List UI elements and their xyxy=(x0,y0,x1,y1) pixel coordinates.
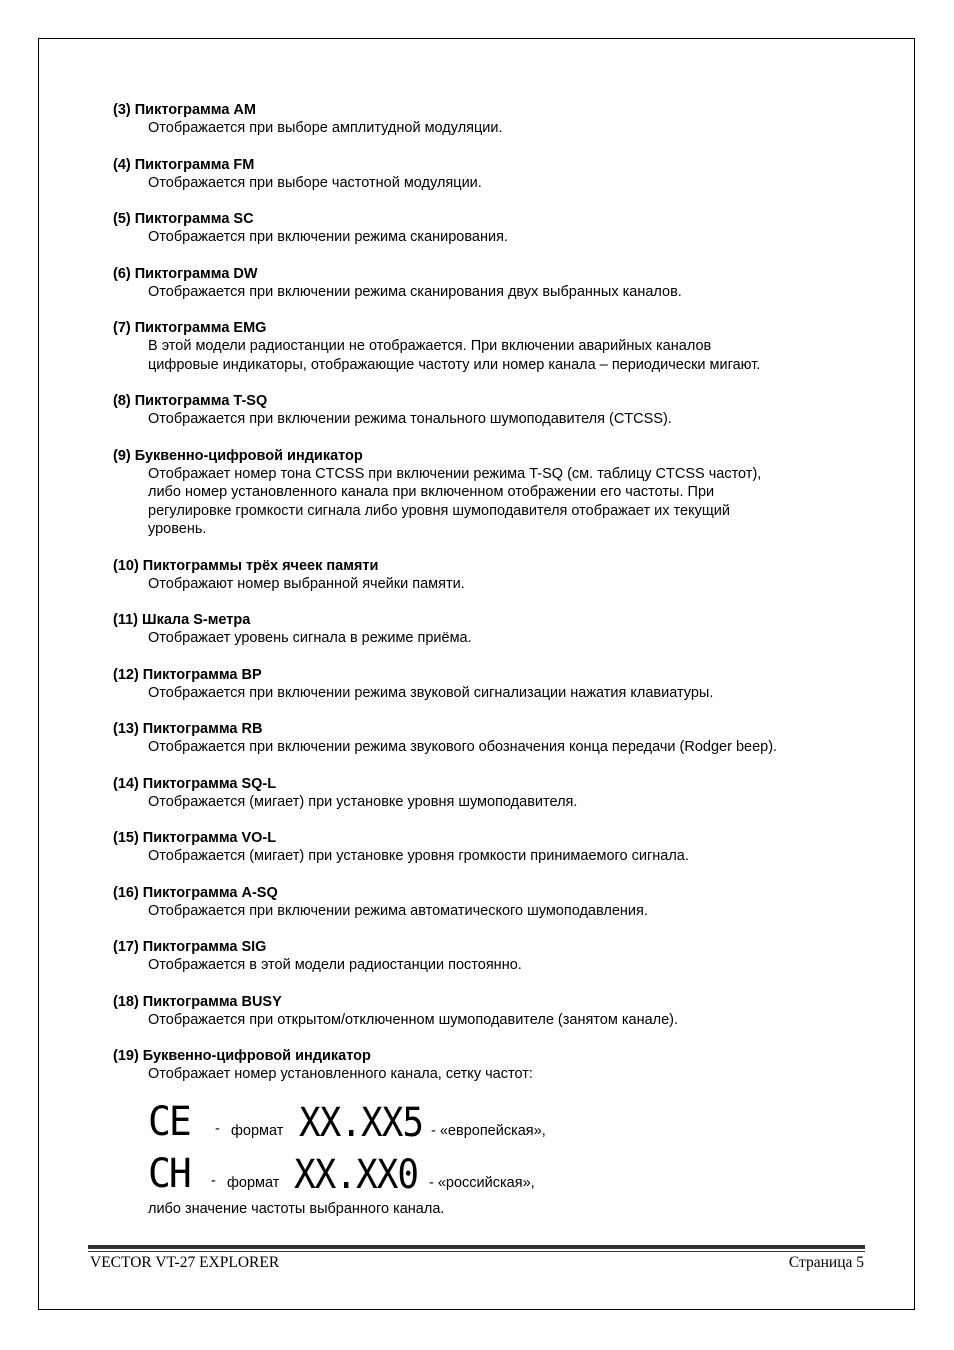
list-item xyxy=(113,720,873,757)
page-number: Страница 5 xyxy=(788,1254,864,1271)
format-note: - «европейская», xyxy=(431,1122,546,1139)
item-heading xyxy=(113,611,873,629)
item-heading xyxy=(113,101,873,119)
format-word: формат xyxy=(227,1174,280,1191)
item-description-line: регулировке громкости сигнала либо уровня шумоподавителя отображает их текущий xyxy=(148,502,730,519)
list-item xyxy=(113,1047,873,1084)
item-description-line: Отображают номер выбранной ячейки памяти. xyxy=(148,575,465,592)
item-heading xyxy=(113,829,873,847)
item-number: (7) xyxy=(113,320,131,336)
item-number: (19) xyxy=(113,1048,139,1064)
item-number: (10) xyxy=(113,557,139,574)
format-row-ch xyxy=(113,1149,873,1204)
item-heading xyxy=(113,210,873,228)
item-number: (12) xyxy=(113,666,139,683)
item-number: (14) xyxy=(113,775,139,792)
list-item xyxy=(113,884,873,921)
item-heading xyxy=(113,392,873,410)
item-heading xyxy=(113,447,873,465)
item-label: Пиктограмма BP xyxy=(142,666,262,683)
item-number: (8) xyxy=(113,393,131,409)
item-label: Пиктограмма A-SQ xyxy=(142,884,278,901)
item-heading xyxy=(113,666,873,684)
format-dash: - xyxy=(215,1120,220,1137)
format-code: CH xyxy=(148,1149,190,1196)
item-label: Пиктограмма FM xyxy=(134,156,255,173)
list-item xyxy=(113,557,873,594)
item-number: (4) xyxy=(113,156,131,173)
list-item xyxy=(113,156,873,193)
item-label: Пиктограмма VO-L xyxy=(142,830,277,846)
footer-rule-thin xyxy=(88,1251,865,1252)
item-number: (3) xyxy=(113,102,131,118)
item-number: (17) xyxy=(113,939,139,955)
item-number: (11) xyxy=(113,612,138,628)
item-description-line: Отображается при открытом/отключенном шумоподавителе (занятом канале). xyxy=(148,1011,679,1028)
item-description-line: уровень. xyxy=(148,521,207,537)
item-label: Пиктограмма T-SQ xyxy=(134,393,268,409)
item-label: Пиктограмма RB xyxy=(142,721,263,737)
item-heading xyxy=(113,884,873,902)
item-description-line: цифровые индикаторы, отображающие частоту или номер канала – периодически мигают. xyxy=(148,356,761,373)
list-item xyxy=(113,993,873,1030)
item-number: (13) xyxy=(113,721,139,737)
item-label: Пиктограмма BUSY xyxy=(142,993,282,1010)
tail-text: либо значение частоты выбранного канала. xyxy=(148,1200,445,1217)
item-heading xyxy=(113,993,873,1011)
document-body xyxy=(113,101,873,1218)
item-number: (6) xyxy=(113,265,131,282)
format-row-ce xyxy=(113,1097,873,1152)
list-item xyxy=(113,319,873,374)
item-label: Пиктограмма SIG xyxy=(142,939,267,955)
item-heading xyxy=(113,319,873,337)
list-item xyxy=(113,666,873,703)
item-heading xyxy=(113,720,873,738)
item-description-line: Отображается при включении режима сканирования. xyxy=(148,229,508,245)
item-heading xyxy=(113,938,873,956)
item-label: Пиктограмма DW xyxy=(134,265,258,282)
item-description-line: Отображается в этой модели радиостанции постоянно. xyxy=(148,957,522,973)
list-item xyxy=(113,265,873,302)
item-label: Пиктограмма SC xyxy=(134,211,254,227)
item-description-line: Отображается при включении режима звукового обозначения конца передачи (Rodger beep). xyxy=(148,739,778,755)
item-number: (16) xyxy=(113,884,139,901)
item-number: (18) xyxy=(113,993,139,1010)
item-description-line: Отображается при выборе частотной модуляции. xyxy=(148,174,482,191)
item-description-line: Отображает номер установленного канала, сетку частот: xyxy=(148,1066,533,1082)
item-number: (9) xyxy=(113,447,131,464)
footer-title: VECTOR VT-27 EXPLORER xyxy=(90,1254,280,1271)
list-item xyxy=(113,210,873,247)
item-description-line: либо номер установленного канала при включенном отображении его частоты. При xyxy=(148,484,715,500)
item-number: (15) xyxy=(113,830,139,846)
item-label: Пиктограмма AM xyxy=(134,102,256,118)
item-heading xyxy=(113,156,873,174)
format-dash: - xyxy=(211,1172,216,1189)
item-heading xyxy=(113,265,873,283)
item-list xyxy=(113,101,873,1084)
item-description-line: Отображается при включении режима тонального шумоподавителя (CTCSS). xyxy=(148,411,672,427)
list-item xyxy=(113,392,873,429)
list-item xyxy=(113,775,873,812)
item-description-line: Отображает номер тона CTCSS при включении режима T-SQ (см. таблицу CTCSS частот), xyxy=(148,465,762,482)
item-label: Пиктограмма SQ-L xyxy=(142,775,277,792)
list-item xyxy=(113,447,873,539)
item-heading xyxy=(113,775,873,793)
item-label: Пиктограммы трёх ячеек памяти xyxy=(142,557,379,574)
item-number: (5) xyxy=(113,211,131,227)
item-description-line: Отображается при выборе амплитудной модуляции. xyxy=(148,120,503,136)
item-description-line: Отображается при включении режима звуковой сигнализации нажатия клавиатуры. xyxy=(148,684,714,701)
footer-rule xyxy=(88,1245,865,1249)
item-label: Шкала S-метра xyxy=(142,612,251,628)
format-word: формат xyxy=(231,1122,284,1139)
item-description-line: Отображает уровень сигнала в режиме приёма. xyxy=(148,630,472,646)
item-description-line: Отображается при включении режима сканирования двух выбранных каналов. xyxy=(148,283,682,300)
item-description-line: Отображается при включении режима автоматического шумоподавления. xyxy=(148,902,648,919)
list-item xyxy=(113,101,873,138)
list-item xyxy=(113,829,873,866)
list-item xyxy=(113,938,873,975)
format-code: CE xyxy=(148,1097,190,1144)
item-description-line: Отображается (мигает) при установке уровня громкости принимаемого сигнала. xyxy=(148,848,689,864)
format-note: - «российская», xyxy=(429,1174,535,1191)
item-label: Буквенно-цифровой индикатор xyxy=(142,1048,371,1064)
item-description-line: В этой модели радиостанции не отображается. При включении аварийных каналов xyxy=(148,338,712,354)
item-label: Пиктограмма EMG xyxy=(134,320,267,336)
item-description-line: Отображается (мигает) при установке уровня шумоподавителя. xyxy=(148,793,578,810)
item-label: Буквенно-цифровой индикатор xyxy=(134,447,363,464)
item-heading xyxy=(113,557,873,575)
item-heading xyxy=(113,1047,873,1065)
format-display: XX.XX5 xyxy=(299,1099,424,1146)
format-display: XX.XX0 xyxy=(294,1151,419,1198)
list-item xyxy=(113,611,873,648)
